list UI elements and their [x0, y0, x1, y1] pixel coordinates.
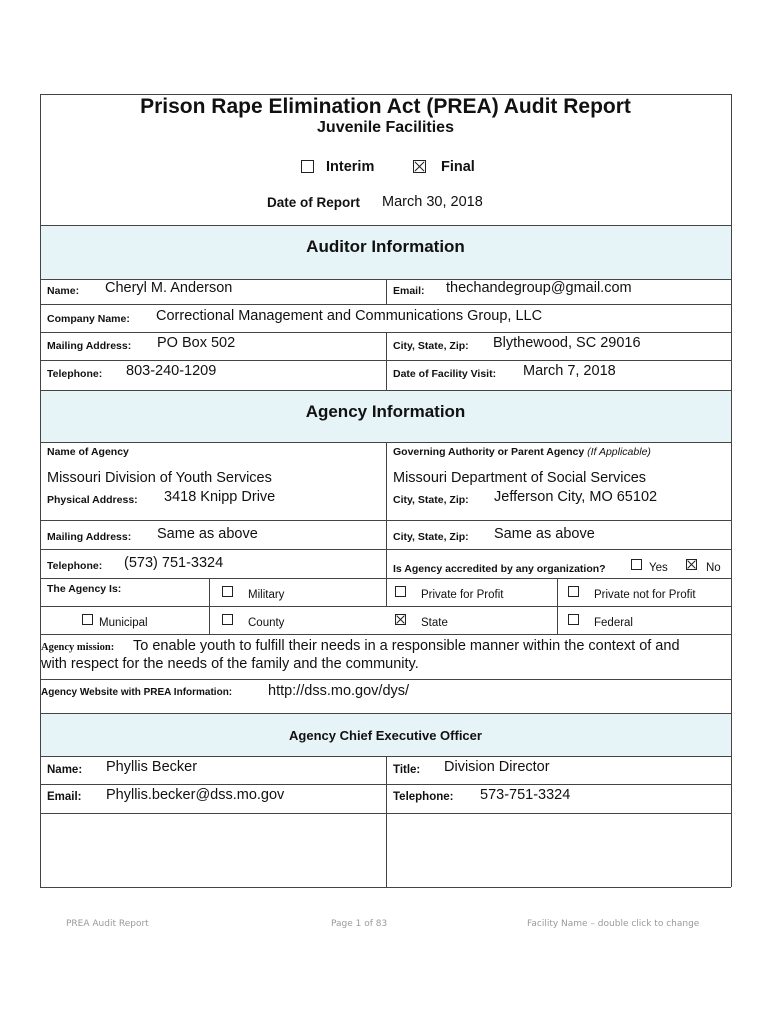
ceo-phone[interactable]: 573-751-3324 [480, 787, 571, 803]
governing-authority-label [393, 446, 651, 458]
municipal-label: Municipal [99, 617, 148, 629]
auditor-csz-label: City, State, Zip: [393, 340, 469, 352]
auditor-csz[interactable]: Blythewood, SC 29016 [493, 335, 641, 351]
auditor-name[interactable]: Cheryl M. Anderson [105, 280, 233, 296]
agency-section-title: Agency Information [305, 402, 466, 421]
accredited-label: Is Agency accredited by any organization? [393, 563, 606, 575]
accredited-yes-label: Yes [649, 562, 668, 574]
ceo-section-title: Agency Chief Executive Officer [289, 728, 482, 743]
final-checkbox[interactable] [413, 160, 426, 173]
website-label: Agency Website with PREA Information: [41, 687, 233, 698]
auditor-email-label: Email: [393, 285, 425, 297]
agency-csz-label: City, State, Zip: [393, 494, 469, 506]
military-label: Military [248, 589, 285, 601]
agency-name-label: Name of Agency [47, 446, 129, 458]
company-name[interactable]: Correctional Management and Communications Group, LLC [156, 308, 543, 324]
interim-checkbox[interactable] [301, 160, 314, 173]
interim-label: Interim [326, 159, 375, 175]
physical-address-label: Physical Address: [47, 494, 138, 506]
ceo-title[interactable]: Division Director [444, 759, 550, 775]
ceo-name[interactable]: Phyllis Becker [106, 759, 198, 775]
auditor-phone-label: Telephone: [47, 368, 103, 380]
ceo-name-label: Name: [47, 764, 83, 776]
ceo-email[interactable]: Phyllis.becker@dss.mo.gov [106, 787, 285, 803]
agency-mailing[interactable]: Same as above [157, 526, 258, 542]
agency-name[interactable]: Missouri Division of Youth Services [47, 470, 272, 486]
ceo-email-label: Email: [47, 791, 82, 803]
agency-phone[interactable]: (573) 751-3324 [124, 555, 224, 571]
physical-address[interactable]: 3418 Knipp Drive [164, 489, 276, 505]
auditor-mailing-label: Mailing Address: [47, 340, 132, 352]
report-subtitle: Juvenile Facilities [317, 119, 454, 136]
county-checkbox[interactable] [222, 614, 233, 625]
agency-csz[interactable]: Jefferson City, MO 65102 [494, 489, 658, 505]
governing-label-note: (If Applicable) [587, 446, 651, 458]
governing-authority[interactable]: Missouri Department of Social Services [393, 470, 647, 486]
agency-type-label: The Agency Is: [47, 583, 122, 595]
federal-checkbox[interactable] [568, 614, 579, 625]
auditor-section-title: Auditor Information [306, 237, 465, 256]
municipal-checkbox[interactable] [82, 614, 93, 625]
private-not-for-profit-checkbox[interactable] [568, 586, 579, 597]
date-of-report-value[interactable]: March 30, 2018 [382, 194, 483, 210]
final-label: Final [441, 159, 475, 175]
federal-label: Federal [594, 617, 633, 629]
footer-page-number: Page 1 of 83 [331, 919, 388, 929]
military-checkbox[interactable] [222, 586, 233, 597]
auditor-name-label: Name: [47, 285, 80, 297]
agency-csz2[interactable]: Same as above [494, 526, 595, 542]
agency-mailing-label: Mailing Address: [47, 531, 132, 543]
ceo-phone-label: Telephone: [393, 791, 454, 803]
report-title: Prison Rape Elimination Act (PREA) Audit Report [140, 95, 631, 118]
facility-visit-date[interactable]: March 7, 2018 [523, 363, 616, 379]
agency-website[interactable]: http://dss.mo.gov/dys/ [268, 683, 410, 699]
private-for-profit-checkbox[interactable] [395, 586, 406, 597]
accredited-yes-checkbox[interactable] [631, 559, 642, 570]
state-label: State [421, 617, 448, 629]
accredited-no-checkbox[interactable] [686, 559, 697, 570]
date-of-report-label: Date of Report [267, 195, 361, 210]
private-for-profit-label: Private for Profit [421, 589, 504, 601]
agency-phone-label: Telephone: [47, 560, 103, 572]
state-checkbox[interactable] [395, 614, 406, 625]
agency-csz2-label: City, State, Zip: [393, 531, 469, 543]
private-not-for-profit-label: Private not for Profit [594, 589, 696, 601]
county-label: County [248, 617, 285, 629]
auditor-phone[interactable]: 803-240-1209 [126, 363, 217, 379]
mission-label: Agency mission: [41, 642, 115, 653]
company-label: Company Name: [47, 313, 130, 325]
footer-facility-name[interactable]: Facility Name – double click to change [527, 919, 700, 929]
governing-label-text: Governing Authority or Parent Agency [393, 446, 585, 458]
auditor-mailing[interactable]: PO Box 502 [157, 335, 236, 351]
auditor-email[interactable]: thechandegroup@gmail.com [446, 280, 632, 296]
footer-report-name: PREA Audit Report [66, 919, 149, 929]
accredited-no-label: No [706, 562, 721, 574]
ceo-title-label: Title: [393, 764, 421, 776]
mission-text-line2[interactable]: with respect for the needs of the family and the community. [41, 656, 419, 672]
mission-text-line1[interactable]: To enable youth to fulfill their needs in a responsible manner within the context of and [133, 638, 680, 654]
facility-visit-label: Date of Facility Visit: [393, 368, 497, 380]
